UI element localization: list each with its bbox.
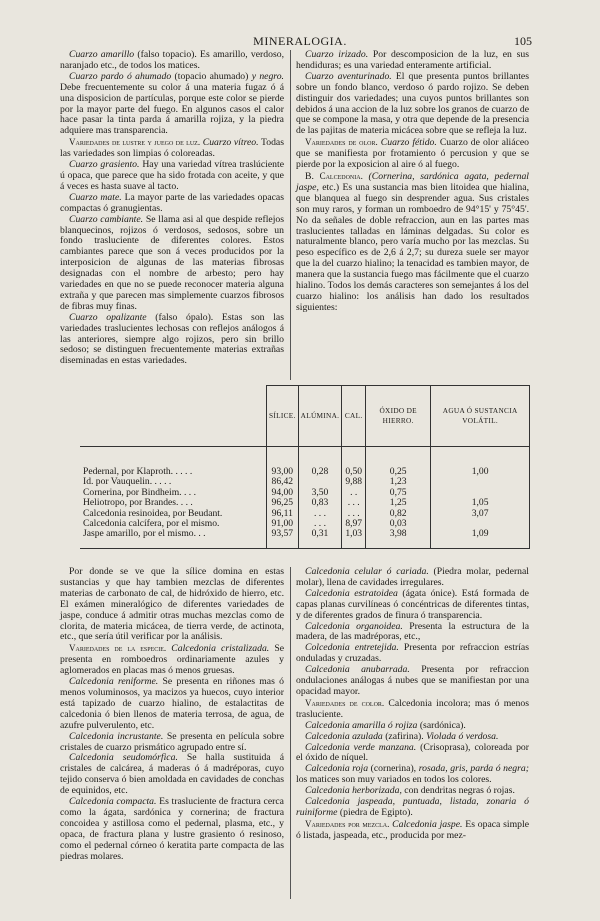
table-row bbox=[80, 529, 530, 548]
term: Cuarzo grasiento. bbox=[69, 159, 140, 171]
term: Cuarzo opalizante bbox=[69, 311, 147, 323]
table-cell: 91,00 bbox=[267, 519, 299, 529]
section-heading: Variedades por mezcla. bbox=[305, 818, 390, 829]
table-cell: 0,82 bbox=[366, 509, 431, 519]
term: (Cornerina, sardónica agata, pedernal jaspe, bbox=[296, 170, 529, 193]
table-cell: . . bbox=[342, 488, 366, 498]
term: Calcedonia incrustante. bbox=[69, 730, 164, 742]
column-top-left bbox=[60, 50, 290, 367]
column-header: ÓXIDO DE HIERRO. bbox=[366, 386, 431, 447]
term: Calcedonia celular ó cariada. bbox=[305, 566, 429, 577]
text: B. bbox=[305, 170, 320, 182]
table-cell: 0,75 bbox=[366, 488, 431, 498]
paragraph bbox=[296, 819, 529, 842]
term: Calcedonia amarilla ó rojiza bbox=[305, 719, 418, 731]
section-heading: Variedades de olor. bbox=[305, 137, 378, 148]
term: Calcedonia estratoidea bbox=[305, 587, 398, 599]
text: Presenta por refraccion estrías onduladas y cruzadas. bbox=[296, 642, 529, 665]
table-cell: 0,28 bbox=[298, 447, 342, 478]
section-heading: Variedades de color. bbox=[305, 697, 385, 708]
text: (cornerina), bbox=[368, 763, 419, 775]
term: Calcedonia seudomórfica. bbox=[69, 752, 178, 764]
table-cell: . . . bbox=[342, 509, 366, 519]
table-cell: 9,88 bbox=[342, 477, 366, 487]
running-header bbox=[0, 34, 600, 50]
column-header: SÍLICE. bbox=[267, 386, 299, 447]
text: (falso ópalo). Estas son las variedades traslucientes lechosas con reflejos análogos á las anteriores, siempre algo rojizos, pero sin brillo sedoso; se distinguen frecuentemente materias extrañas diseminadas en estas variedades. bbox=[60, 311, 284, 367]
term: rosada, gris, parda ó negra; bbox=[418, 763, 529, 775]
paragraph bbox=[296, 567, 529, 589]
term: Calcedonia anubarrada. bbox=[305, 664, 410, 676]
table-cell: . . . bbox=[298, 519, 342, 529]
text: Se halla sustituida á cristales de calcárea, á maderas ó á madréporas, cuyo tejido conserva ó bien amoldada en cavidades de conchas de equinidos, etc. bbox=[60, 752, 285, 797]
term: Calcedonia organoidea. bbox=[305, 620, 403, 632]
term: Cuarzo aventurinado. bbox=[305, 70, 392, 82]
sample-name: Cornerina, por Bindheim. . . . bbox=[83, 486, 196, 498]
text: Es trasluciente de fractura cerca como la ágata, sardónica y cornerina; de fractura concoidea y astillosa como el pedernal, plasma, etc., y opaca, de fractura plana y lustre grasiento ó resinoso, como el pedernal córneo ó keratita parte compacta de las piedras molares. bbox=[60, 796, 284, 862]
column-bottom-right bbox=[290, 567, 529, 842]
text: (Piedra molar, pedernal molar), llena de cavidades irregulares. bbox=[296, 566, 529, 588]
table-cell: 0,50 bbox=[342, 447, 366, 478]
analysis-table bbox=[80, 385, 530, 549]
text: (sardónica). bbox=[417, 719, 466, 731]
term: Colcedonia entretejida. bbox=[305, 642, 399, 654]
term: Calcedonia herborizada, bbox=[305, 785, 402, 797]
text: Todas las variedades son limpias ó coloreadas. bbox=[60, 137, 284, 160]
paragraph bbox=[296, 72, 529, 137]
text: Se presenta en película sobre cristales de cuarzo prismático agrupado entre sí. bbox=[60, 730, 284, 753]
text: Por descomposicion de la luz, en sus hendiduras; es una variedad enteramente artificial. bbox=[296, 49, 529, 71]
paragraph bbox=[60, 50, 284, 72]
column-top-right bbox=[290, 50, 529, 314]
text: con dendritas negras ó rojas. bbox=[401, 785, 515, 797]
text: etc.) Es una sustancia mas bien litoidea que hialina, que blanquea al fuego sin desprender agua. Sus cristales son muy raros, y forman un romboedro de 94°15' y 75°45'. No da señales de doble refraccion, aun en las partes mas traslucientes talladas en láminas delgadas. Su color es naturalmente blanco, pero varía mucho por las mezclas. Su peso específico es de 2,6 á 2,7; su dureza suele ser mayor que la del cuarzo hialino; la tenacidad es tambien mayor, de manera que la sustancia fuego mas fácilmente que el cuarzo hialino. Todos los demás caracteres son semejantes á los del cuarzo hialino: los análisis han dado los resultados siguientes: bbox=[296, 181, 529, 313]
table-cell: 1,25 bbox=[366, 498, 431, 508]
text: Debe frecuentemente su color á una materia fugaz ó á una disposicion de partículas, porque este color se pierde por la mayor parte del fuego. En algunos casos el calor hace pasar la tinta parda á amarilla rojiza, y la piedra adquiere mas transparencia. bbox=[60, 81, 284, 137]
table-cell: 3,07 bbox=[431, 509, 530, 519]
section-heading: Calcedonia. bbox=[319, 170, 363, 181]
table-cell: . . . bbox=[342, 498, 366, 508]
table-cell: 96,25 bbox=[267, 498, 299, 508]
term: Calcedonia cristalizada. bbox=[166, 643, 270, 655]
term: Violada ó verdosa. bbox=[426, 730, 499, 742]
section-heading: Variedades de la especie. bbox=[69, 643, 167, 654]
paragraph bbox=[296, 764, 529, 786]
column-header: CAL. bbox=[342, 386, 366, 447]
table-cell: 86,42 bbox=[267, 477, 299, 487]
column-bottom-left bbox=[60, 567, 290, 862]
table-cell: 1,09 bbox=[431, 529, 530, 548]
text: (Crisoprasa), coloreada por el óxido de níquel. bbox=[296, 741, 529, 764]
table-cell bbox=[431, 477, 530, 487]
text: (zafirina). bbox=[382, 730, 427, 742]
paragraph bbox=[60, 797, 284, 862]
text: Por donde se ve que la sílice domina en estas sustancias y que hay tambien mezclas de diferentes materias de carbonato de cal, de hidróxido de hierro, etc. El exámen mineralógico de diferentes variedades de jaspe, conduce á admitir otras muchas mezclas como de clorita, de materia micácea, de tierra verde, de actinota, etc., que sería útil verificar por la análisis. bbox=[60, 566, 284, 643]
text: (falso topacio). Es amarillo, verdoso, naranjado etc., de todos los matices. bbox=[60, 49, 284, 71]
column-header: ALÚMINA. bbox=[298, 386, 342, 447]
paragraph bbox=[60, 732, 284, 754]
text: La mayor parte de las variedades opacas compactas ó granugientas. bbox=[60, 191, 284, 214]
text: Cuarzo de olor aliáceo que se manifiesta por frotamiento ó percusion y que se pierde por la exposicion al aire ó al fuego. bbox=[296, 137, 529, 171]
paragraph bbox=[296, 50, 529, 72]
text: Se presenta en riñones mas ó menos voluminosos, ya macizos ya huecos, cuyo interior está tapizado de cuarzo hialino, de estalactitas de calcedonia ó bien llenos de materia terrosa, de agua, de azufre pulverulento, etc. bbox=[60, 676, 284, 731]
paragraph bbox=[296, 665, 529, 698]
paragraph bbox=[60, 677, 284, 732]
term: Calcedonia jaspeada, puntuada, listada, zonaria ó ruiniforme bbox=[296, 796, 529, 818]
paragraph bbox=[296, 171, 529, 314]
table-cell: 0,31 bbox=[298, 529, 342, 548]
table-cell: 94,00 bbox=[267, 488, 299, 498]
table-cell: 93,00 bbox=[267, 447, 299, 478]
table-cell: 1,05 bbox=[431, 498, 530, 508]
paragraph bbox=[60, 643, 284, 677]
paragraph bbox=[296, 137, 529, 171]
paragraph bbox=[60, 137, 284, 160]
paragraph bbox=[60, 72, 284, 137]
paragraph bbox=[60, 753, 284, 797]
paragraph bbox=[296, 743, 529, 765]
term: Calcedonia azulada bbox=[305, 730, 383, 742]
text: (topacio ahumado) bbox=[171, 70, 252, 82]
term: Calcedonia compacta. bbox=[69, 796, 157, 808]
page-number: 105 bbox=[514, 34, 532, 48]
table-cell: . . . bbox=[298, 509, 342, 519]
section-heading: Variedades de lustre y juego de luz. bbox=[69, 137, 201, 148]
paragraph bbox=[296, 698, 529, 721]
sample-name: Jaspe amarillo, por el mismo. . . bbox=[80, 529, 267, 548]
paragraph bbox=[296, 622, 529, 644]
table-cell: 3,98 bbox=[366, 529, 431, 548]
page-title: MINERALOGIA. bbox=[253, 34, 347, 48]
sample-name: Heliotropo, por Brandes. . . . bbox=[83, 497, 193, 509]
paragraph bbox=[296, 797, 529, 819]
text: (ágata ónice). Está formada de capas planas curvilíneas ó concéntricas de diferentes tintas, y de diferentes grados de finura ó transparencia. bbox=[296, 587, 529, 621]
term: Cuarzo fétido. bbox=[377, 137, 437, 149]
text: El que presenta puntos brillantes sobre un fondo blanco, verdoso ó pardo rojizo. Se deben distinguir dos variedades; una cuyos puntos brillantes son debidos á una accion de la luz sobre los granos de cuarzo de que se compone la masa, y otra que depende de la presencia de las pajitas de materia micácea sobre que se refleja la luz. bbox=[296, 70, 529, 137]
table-cell: 1,03 bbox=[342, 529, 366, 548]
column-header: AGUA Ó SUSTANCIA VOLÁTIL. bbox=[431, 386, 530, 447]
table-row bbox=[80, 447, 530, 478]
text: Se llama asi al que despide reflejos blanquecinos, rojizos ó verdosos, sedosos, sobre un fondo trasluciente de diferentes colores. Estos cambiantes parece que son á veces producidos por la interposicion de algunas de las materias fibrosas designadas con el nombre de arbesto; pero hay variedades en que no se puede reconocer materia alguna extraña y que parecen mas simplemente cuarzos fibrosos de fibras muy finas. bbox=[60, 213, 284, 312]
table-cell: 0,03 bbox=[366, 519, 431, 529]
term: Cuarzo mate. bbox=[69, 191, 122, 203]
sample-name: Calcedonia calcífera, por el mismo. bbox=[83, 518, 220, 530]
term: Calcedonia roja bbox=[305, 763, 369, 775]
table-corner bbox=[80, 386, 267, 447]
sample-name: Pedernal, por Klaproth. . . . . bbox=[83, 466, 193, 477]
paragraph bbox=[60, 313, 284, 368]
term: y negro. bbox=[251, 70, 284, 82]
paragraph bbox=[60, 215, 284, 313]
table-cell: 1,00 bbox=[431, 447, 530, 478]
text: Hay una variedad vítrea traslúciente ú opaca, que parece que ha sido frotada con aceite, y que á veces es hasta suave al tacto. bbox=[60, 159, 284, 192]
term: Calcedonia verde manzana. bbox=[305, 741, 417, 753]
paragraph bbox=[296, 589, 529, 622]
term: Cuarzo amarillo bbox=[69, 49, 135, 60]
term: Cuarzo pardo ó ahumado bbox=[69, 70, 172, 82]
paragraph bbox=[60, 160, 284, 193]
text: (piedra de Egipto). bbox=[337, 806, 413, 818]
text: Se presenta en romboedros ordinariamente azules y aglomerados en placas mas ó menos gruesas. bbox=[60, 643, 284, 677]
table-cell: 96,11 bbox=[267, 509, 299, 519]
term: Cuarzo cambiante. bbox=[69, 213, 144, 225]
paragraph bbox=[296, 643, 529, 665]
term: Calcedonia jaspe. bbox=[389, 818, 463, 830]
table-cell: 8,97 bbox=[342, 519, 366, 529]
table-cell: 0,25 bbox=[366, 447, 431, 478]
table-cell: 1,23 bbox=[366, 477, 431, 487]
term: Calcedonia reniforme. bbox=[69, 676, 159, 688]
table-cell: 0,83 bbox=[298, 498, 342, 508]
sample-name: Calcedonia resinoidea, por Beudant. bbox=[83, 507, 223, 519]
table-cell: 93,57 bbox=[267, 529, 299, 548]
text: Calcedonia incolora; mas ó menos trasluciente. bbox=[296, 697, 529, 720]
text: Presenta por refraccion ondulaciones análogas á nubes que se manifiestan por una opacidad mayor. bbox=[296, 664, 529, 697]
sample-name: Id. por Vauquelin. . . . . bbox=[83, 476, 172, 488]
table-cell: 3,50 bbox=[298, 488, 342, 498]
term: Cuarzo vítreo. bbox=[200, 137, 259, 149]
paragraph bbox=[60, 567, 284, 643]
text: los matices son muy variados en todos los colores. bbox=[296, 774, 492, 786]
text: Presenta la estructura de la madera, de las madréporas, etc., bbox=[296, 620, 529, 643]
term: Cuarzo irizado. bbox=[305, 49, 369, 60]
paragraph bbox=[60, 193, 284, 215]
table-header-row bbox=[80, 386, 530, 447]
text: Es opaca simple ó listada, jaspeada, etc., producida por mez- bbox=[296, 818, 529, 841]
